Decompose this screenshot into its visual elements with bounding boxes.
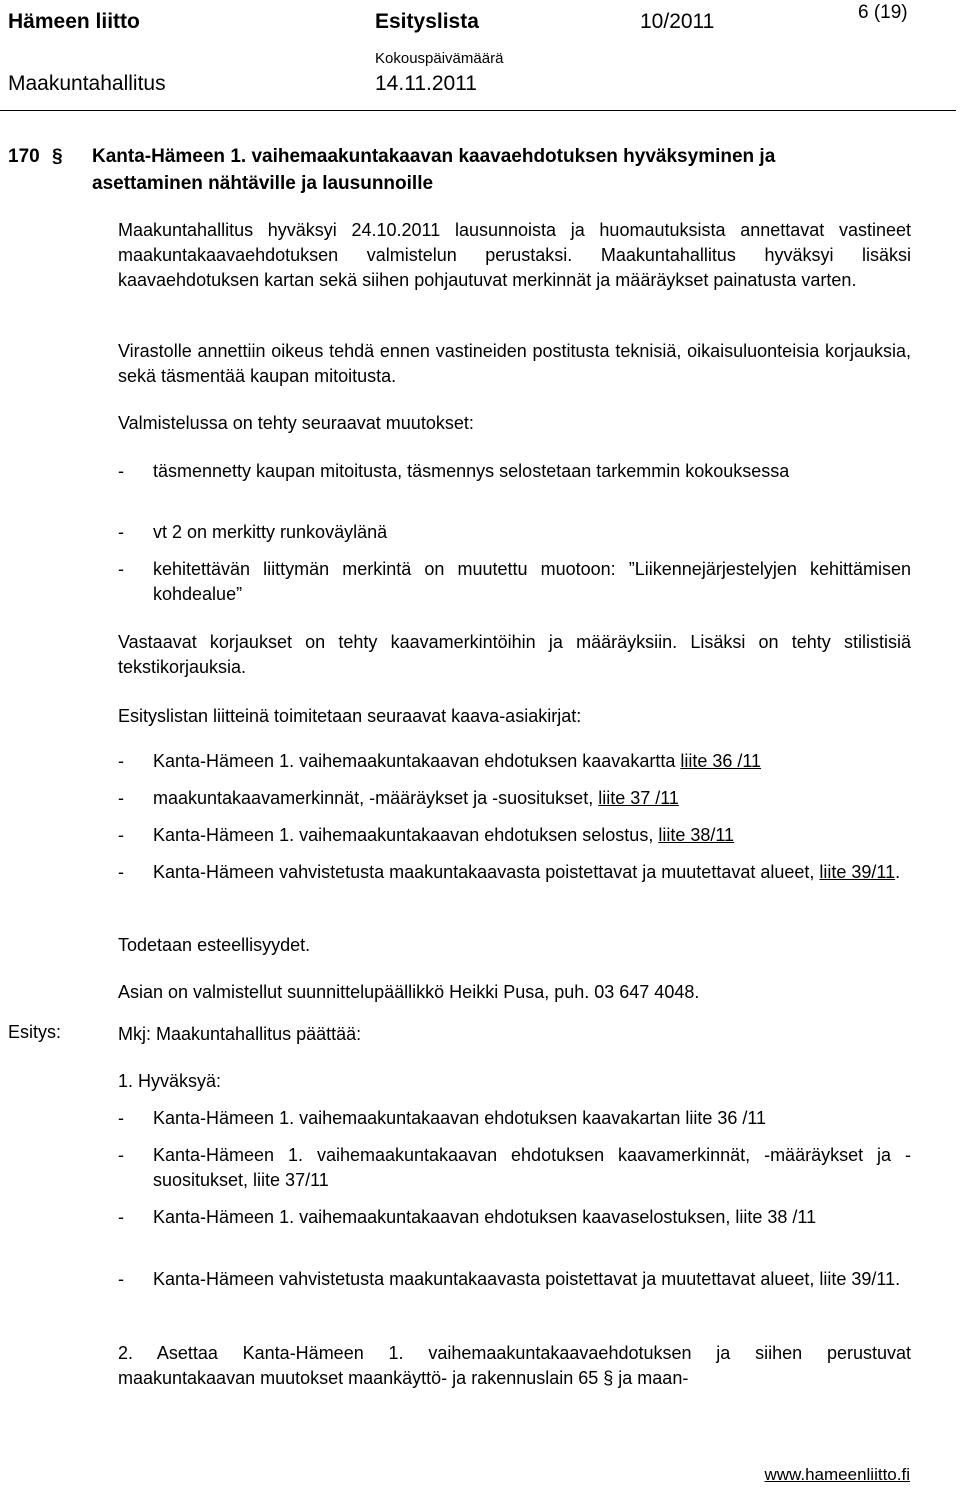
footer-url[interactable]: www.hameenliitto.fi (764, 1465, 910, 1484)
paragraph-preparer (118, 980, 911, 1005)
list-item: - Kanta-Hämeen 1. vaihemaakuntakaavan ehdotuksen kaavaselostuksen, liite 38 /11 (118, 1205, 911, 1230)
list-item: - Kanta-Hämeen 1. vaihemaakuntakaavan ehdotuksen kaavakartan liite 36 /11 (118, 1106, 911, 1131)
approval-3: Kanta-Hämeen 1. vaihemaakuntakaavan ehdotuksen kaavaselostuksen, liite 38 /11 (153, 1207, 817, 1227)
proposal-step-1: 1. Hyväksyä: (118, 1071, 222, 1091)
attachment-3-link[interactable]: liite 38/11 (658, 825, 735, 845)
org-name: Hämeen liitto (8, 10, 140, 33)
attachment-1-text: Kanta-Hämeen 1. vaihemaakuntakaavan ehdotuksen kaavakartta (153, 751, 681, 771)
change-3: kehitettävän liittymän merkintä on muutettu muotoon: ”Liikennejärjestelyjen kehittämisen kohdealue” (153, 559, 911, 604)
paragraph-attachments-intro (118, 704, 911, 729)
list-item: - Kanta-Hämeen 1. vaihemaakuntakaavan ehdotuksen selostus, liite 38/11 (118, 825, 735, 845)
paragraph-corrections (118, 630, 911, 680)
paragraph-7: Asian on valmistellut suunnittelupäällikkö Heikki Pusa, puh. 03 647 4048. (118, 982, 700, 1002)
attachment-2-text: maakuntakaavamerkinnät, -määräykset ja -suositukset, (153, 788, 599, 808)
paragraph-6: Todetaan esteellisyydet. (118, 935, 311, 955)
paragraph-conflicts (118, 933, 911, 958)
proposal-step-1-block (118, 1069, 911, 1094)
item-title-line1: Kanta-Hämeen 1. vaihemaakuntakaavan kaavaehdotuksen hyväksyminen ja (92, 146, 776, 167)
approval-4: Kanta-Hämeen vahvistetusta maakuntakaavasta poistettavat ja muutettavat alueet, liite 39/11. (153, 1269, 901, 1289)
attachment-1-link[interactable]: liite 36 /11 (680, 751, 762, 771)
list-item: - Kanta-Hämeen vahvistetusta maakuntakaavasta poistettavat ja muutettavat alueet, liite 39/11. (118, 1267, 911, 1292)
list-item: - Kanta-Hämeen 1. vaihemaakuntakaavan ehdotuksen kaavakartta liite 36 /11 (118, 751, 762, 771)
item-heading (8, 143, 775, 197)
attachment-4-link[interactable]: liite 39/11 (819, 862, 896, 882)
item-title-line2: asettaminen nähtäville ja lausunnoille (92, 173, 434, 194)
approval-2: Kanta-Hämeen 1. vaihemaakuntakaavan ehdotuksen kaavamerkinnät, -määräykset ja -suositukset, liite 37/11 (153, 1145, 911, 1190)
proposal-step-2: 2. Asettaa Kanta-Hämeen 1. vaihemaakuntakaavaehdotuksen ja siihen perustuvat maakuntakaavan muutokset maankäyttö- ja rakennuslain 65 § ja maan- (118, 1343, 911, 1388)
change-2: vt 2 on merkitty runkoväylänä (153, 522, 388, 542)
proposal-step-2-block (118, 1341, 911, 1391)
doc-number: 10/2011 (640, 10, 715, 33)
paragraph-4: Vastaavat korjaukset on tehty kaavamerkintöihin ja määräyksiin. Lisäksi on tehty stilistisiä tekstikorjauksia. (118, 632, 911, 677)
attachment-3-text: Kanta-Hämeen 1. vaihemaakuntakaavan ehdotuksen selostus, (153, 825, 659, 845)
header-rule (0, 110, 956, 111)
paragraph-1: Maakuntahallitus hyväksyi 24.10.2011 lausunnoista ja huomautuksista annettavat vastineet maakuntakaavaehdotuksen valmistelun perustaksi. Maakuntahallitus hyväksyi lisäksi kaavaehdotuksen kartan sekä siihen pohjautuvat merkinnät ja määräykset painatusta varten. (118, 220, 911, 290)
list-item: - vt 2 on merkitty runkoväylänä (118, 520, 911, 545)
meeting-date: 14.11.2011 (375, 72, 477, 95)
proposal-intro-block (118, 1022, 911, 1047)
page-number: 6 (19) (858, 2, 908, 23)
governing-body: Maakuntahallitus (8, 72, 166, 95)
paragraph-office-rights (118, 339, 911, 389)
item-number: 170 (8, 146, 40, 167)
list-item: - Kanta-Hämeen 1. vaihemaakuntakaavan ehdotuksen kaavamerkinnät, -määräykset ja -suositukset, liite 37/11 (118, 1143, 911, 1193)
paragraph-2: Virastolle annettiin oikeus tehdä ennen vastineiden postitusta teknisiä, oikaisuluonteisia korjauksia, sekä täsmentää kaupan mitoitusta. (118, 341, 911, 386)
list-item: - kehitettävän liittymän merkintä on muutettu muotoon: ”Liikennejärjestelyjen kehittämisen kohdealue” (118, 557, 911, 607)
approval-1: Kanta-Hämeen 1. vaihemaakuntakaavan ehdotuksen kaavakartan liite 36 /11 (153, 1108, 767, 1128)
meeting-date-label: Kokouspäivämäärä (375, 50, 504, 67)
paragraph-5: Esityslistan liitteinä toimitetaan seuraavat kaava-asiakirjat: (118, 706, 582, 726)
proposal-label: Esitys: (8, 1022, 62, 1042)
proposal-intro: Mkj: Maakuntahallitus päättää: (118, 1024, 362, 1044)
attachment-4-text: Kanta-Hämeen vahvistetusta maakuntakaavasta poistettavat ja muutettavat alueet, (153, 862, 820, 882)
change-1: täsmennetty kaupan mitoitusta, täsmennys selostetaan tarkemmin kokouksessa (153, 461, 790, 481)
paragraph-3: Valmistelussa on tehty seuraavat muutokset: (118, 413, 474, 433)
doc-type: Esityslista (375, 10, 479, 33)
attachment-2-link[interactable]: liite 37 /11 (598, 788, 679, 808)
list-item: - Kanta-Hämeen vahvistetusta maakuntakaavasta poistettavat ja muutettavat alueet, liite 39/11. (118, 862, 901, 882)
paragraph-changes-intro (118, 411, 911, 436)
paragraph-background (118, 218, 911, 293)
list-item: - maakuntakaavamerkinnät, -määräykset ja -suositukset, liite 37 /11 (118, 788, 679, 808)
section-sign: § (52, 146, 63, 167)
list-item: - täsmennetty kaupan mitoitusta, täsmennys selostetaan tarkemmin kokouksessa (118, 459, 911, 484)
